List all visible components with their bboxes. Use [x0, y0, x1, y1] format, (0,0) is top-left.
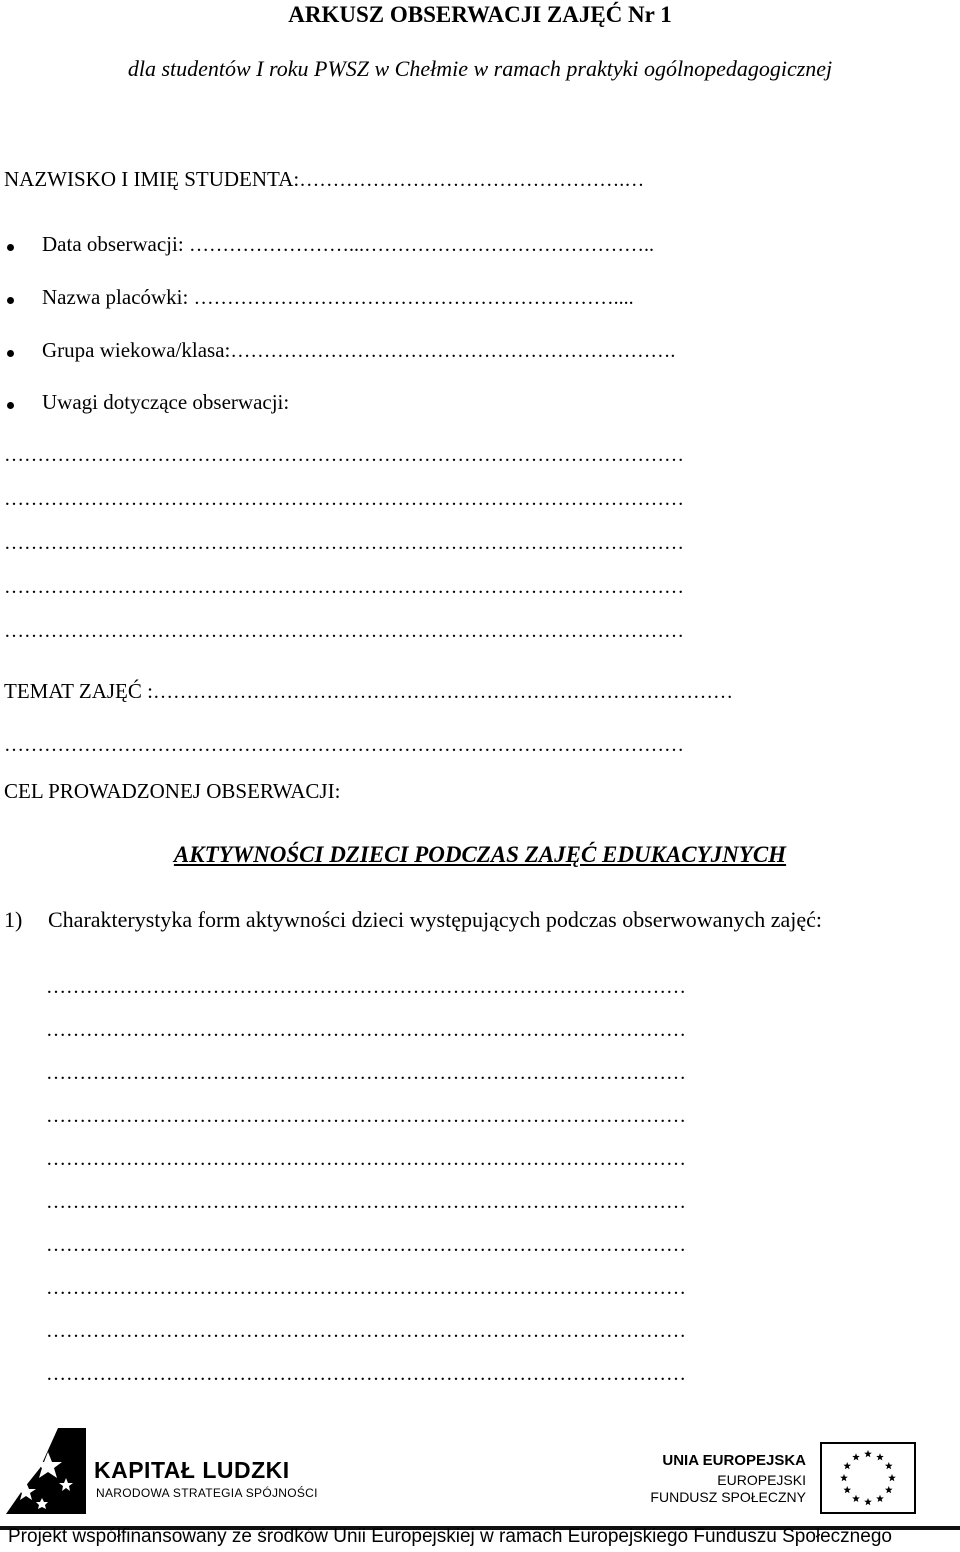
kapital-ludzki-subtitle: NARODOWA STRATEGIA SPÓJNOŚCI — [96, 1486, 318, 1500]
question-text: Charakterystyka form aktywności dzieci występujących podczas obserwowanych zajęć: — [48, 907, 822, 932]
institution-dots: ……………………………………………………….... — [193, 287, 634, 309]
remarks-label: Uwagi dotyczące obserwacji: — [42, 390, 290, 414]
eu-star-icon — [843, 1462, 851, 1469]
document-subtitle: dla studentów I roku PWSZ w Chełmie w ramach praktyki ogólnopedagogicznej — [127, 56, 833, 81]
eu-star-icon — [864, 1498, 872, 1505]
list-item-institution — [42, 285, 634, 310]
question-number: 1) — [4, 907, 23, 932]
observation-goal-label: CEL PROWADZONEJ OBSERWACJI: — [4, 779, 341, 803]
answer-line: …………………………………………………………………………………… — [46, 1320, 686, 1342]
answer-line: …………………………………………………………………………………… — [46, 976, 686, 998]
answer-line: …………………………………………………………………………………… — [46, 1148, 686, 1170]
kapital-ludzki-title: KAPITAŁ LUDZKI — [94, 1457, 290, 1483]
answer-line: …………………………………………………………………………………… — [46, 1234, 686, 1256]
eu-star-icon — [885, 1486, 893, 1493]
efs-label-line2: FUNDUSZ SPOŁECZNY — [650, 1489, 806, 1505]
eu-star-icon — [864, 1450, 872, 1457]
student-name-label: NAZWISKO I IMIĘ STUDENTA: — [4, 167, 300, 191]
remarks-line: ………………………………………………………………………………………… — [4, 444, 684, 466]
institution-label: Nazwa placówki: — [42, 285, 189, 309]
student-name-dots: ………………………………………….… — [299, 169, 645, 191]
remarks-line: ………………………………………………………………………………………… — [4, 532, 684, 554]
remarks-line: ………………………………………………………………………………………… — [4, 488, 684, 510]
list-item-group — [42, 338, 675, 363]
list-item-date — [42, 232, 654, 257]
eu-star-icon — [852, 1495, 860, 1502]
kapital-ludzki-logo-icon — [6, 1428, 86, 1514]
eu-star-icon — [852, 1453, 860, 1460]
topic-field — [4, 679, 733, 704]
bullet-icon — [7, 402, 14, 409]
answer-line: …………………………………………………………………………………… — [46, 1019, 686, 1041]
eu-flag-icon — [820, 1442, 916, 1514]
bullet-icon — [7, 244, 14, 251]
bullet-icon — [7, 297, 14, 304]
list-item-remarks — [42, 390, 289, 415]
eu-star-icon — [840, 1474, 848, 1481]
date-label: Data obserwacji: — [42, 232, 184, 256]
group-label: Grupa wiekowa/klasa: — [42, 338, 231, 362]
topic-label: TEMAT ZAJĘĆ : — [4, 679, 153, 703]
answer-line: …………………………………………………………………………………… — [46, 1363, 686, 1385]
eu-star-icon — [843, 1486, 851, 1493]
eu-star-icon — [885, 1462, 893, 1469]
section-heading: AKTYWNOŚCI DZIECI PODCZAS ZAJĘĆ EDUKACYJNYCH — [173, 842, 787, 867]
answer-line: …………………………………………………………………………………… — [46, 1062, 686, 1084]
group-dots: …………………………………………………………. — [230, 340, 676, 362]
remarks-line: ………………………………………………………………………………………… — [4, 620, 684, 642]
student-name-field — [4, 167, 644, 192]
topic-dots: …………………………………………………………………………… — [152, 681, 733, 703]
bullet-icon — [7, 350, 14, 357]
answer-line: …………………………………………………………………………………… — [46, 1191, 686, 1213]
date-dots: ……………………...…………………………………….. — [188, 234, 654, 256]
project-funding-text: Projekt współfinansowany ze środków Unii Europejskiej w ramach Europejskiego Funduszu Społecznego — [8, 1526, 892, 1547]
eu-star-icon — [888, 1474, 896, 1481]
remarks-line: ………………………………………………………………………………………… — [4, 576, 684, 598]
topic-line: ………………………………………………………………………………………… — [4, 734, 684, 756]
eu-label: UNIA EUROPEJSKA — [662, 1452, 806, 1469]
eu-star-icon — [876, 1495, 884, 1502]
document-title: ARKUSZ OBSERWACJI ZAJĘĆ Nr 1 — [288, 2, 672, 27]
answer-line: …………………………………………………………………………………… — [46, 1277, 686, 1299]
efs-label-line1: EUROPEJSKI — [717, 1472, 806, 1488]
eu-star-icon — [876, 1453, 884, 1460]
answer-line: …………………………………………………………………………………… — [46, 1105, 686, 1127]
